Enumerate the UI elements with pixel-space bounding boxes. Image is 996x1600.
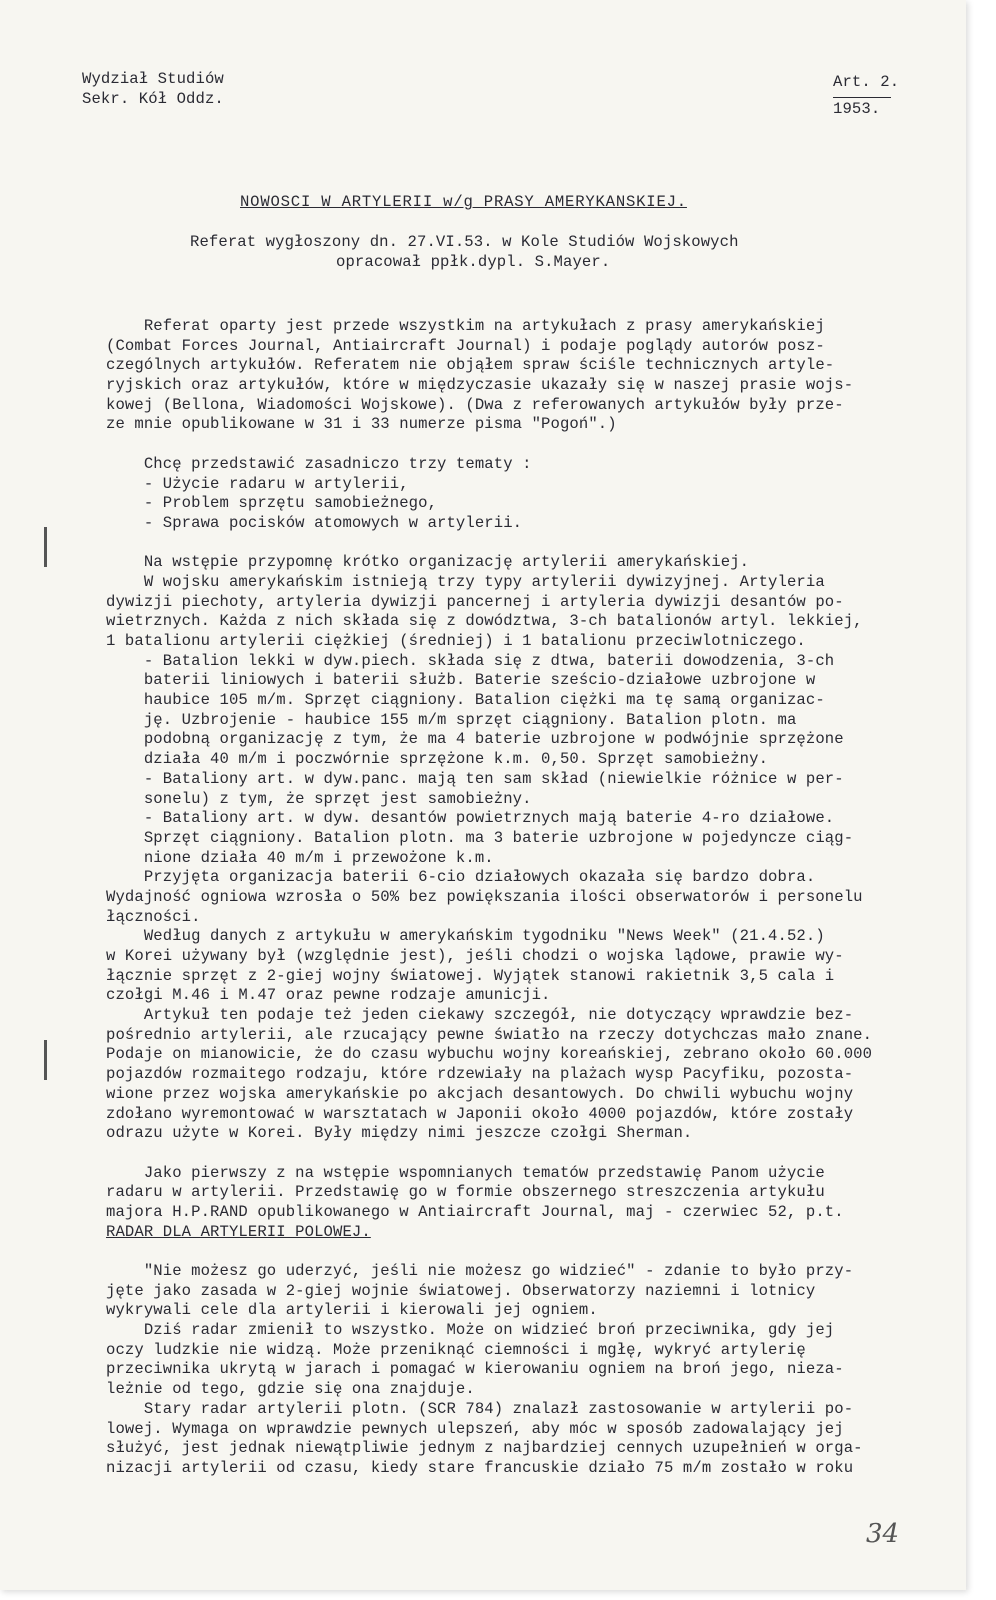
body-line: nione działa 40 m/m i przewożone k.m. bbox=[106, 848, 494, 867]
body-line: podobną organizację z tym, że ma 4 baterie uzbrojone w podwójnie sprzężone bbox=[106, 730, 844, 749]
body-line bbox=[106, 1242, 872, 1262]
body-line: majora H.P.RAND opublikowanego w Antiaircraft Journal, maj - czerwiec 52, p.t. bbox=[106, 1202, 844, 1221]
body-line: Podaje on mianowicie, że do czasu wybuchu wojny koreańskiej, zebrano około 60.000 bbox=[106, 1045, 873, 1064]
subtitle-line: Referat wygłoszony dn. 27.VI.53. w Kole Studiów Wojskowych bbox=[190, 233, 739, 251]
body-line: przeciwnika ukrytą w jarach i pomagać w kierowaniu ogniem na broń jego, nieza- bbox=[106, 1360, 844, 1379]
author-line: opracował ppłk.dypl. S.Mayer. bbox=[336, 252, 611, 271]
body-line: służyć, jest jednak niewątpliwie jednym z najbardziej cennych uzupełnień w orga- bbox=[106, 1439, 863, 1458]
body-line: - Bataliony art. w dyw.panc. mają ten sam skład (niewielkie różnice w per- bbox=[106, 769, 844, 788]
body-line: - Batalion lekki w dyw.piech. składa się z dtwa, baterii dowodzenia, 3-ch bbox=[106, 651, 835, 670]
body-line: Sprzęt ciągniony. Batalion plotn. ma 3 baterie uzbrojone w pojedyncze ciąg- bbox=[106, 828, 854, 847]
document-subtitle bbox=[190, 233, 739, 272]
document-title: NOWOSCI W ARTYLERII w/g PRASY AMERYKANSKIEJ. bbox=[240, 193, 687, 211]
body-line: radaru w artylerii. Przedstawię go w formie obszernego streszczenia artykułu bbox=[106, 1183, 825, 1202]
body-line: - Użycie radaru w artylerii, bbox=[106, 474, 409, 493]
body-line: Według danych z artykułu w amerykańskim tygodniku "News Week" (21.4.52.) bbox=[106, 927, 825, 946]
body-line: ryjskich oraz artykułów, które w międzyczasie ukazały się w naszej prasie wojs- bbox=[106, 376, 854, 395]
body-line: Dziś radar zmienił to wszystko. Może on widzieć broń przeciwnika, gdy jej bbox=[106, 1321, 835, 1340]
section-line: Sekr. Kół Oddz. bbox=[82, 89, 224, 108]
body-line: działa 40 m/m i poczwórnie sprzężone k.m. 0,50. Sprzęt samobieżny. bbox=[106, 750, 769, 769]
body-line: Stary radar artylerii plotn. (SCR 784) znalazł zastosowanie w artylerii po- bbox=[106, 1399, 854, 1418]
body-line: kowej (Bellona, Wiadomości Wojskowe). (Dwa z referowanych artykułów były prze- bbox=[106, 395, 844, 414]
body-line: łącznie sprzęt z 2-giej wojny światowej. Wyjątek stanowi rakietnik 3,5 cala i bbox=[106, 966, 835, 985]
body-line bbox=[106, 1144, 872, 1164]
body-line: Na wstępie przypomnę krótko organizację artylerii amerykańskiej. bbox=[106, 553, 750, 572]
article-number: Art. 2. bbox=[833, 73, 900, 91]
body-line: - Bataliony art. w dyw. desantów powietrznych mają baterie 4-ro działowe. bbox=[106, 809, 835, 828]
body-line: ze mnie opublikowane w 31 i 33 numerze pisma "Pogoń".) bbox=[106, 415, 617, 434]
body-line: sonelu) z tym, że sprzęt jest samobieżny. bbox=[106, 789, 532, 808]
department-line: Wydział Studiów bbox=[82, 70, 224, 88]
body-line: nizacji artylerii od czasu, kiedy stare francuskie działo 75 m/m zostało w roku bbox=[106, 1458, 854, 1477]
page-number: 34 bbox=[866, 1519, 900, 1549]
body-line bbox=[106, 435, 872, 455]
body-line: ję. Uzbrojenie - haubice 155 m/m sprzęt ciągniony. Batalion plotn. ma bbox=[106, 710, 797, 729]
body-line: Wydajność ogniowa wzrosła o 50% bez powiększania ilości obserwatorów i personelu bbox=[106, 887, 863, 906]
body-line: czołgi M.46 i M.47 oraz pewne rodzaje amunicji. bbox=[106, 986, 551, 1005]
body-line: w Korei używany był (względnie jest), jeśli chodzi o wojska lądowe, prawie wy- bbox=[106, 947, 844, 965]
body-line: wietrznych. Każda z nich składa się z dowództwa, 3-ch batalionów artyl. lekkiej, bbox=[106, 612, 863, 631]
body-line: - Problem sprzętu samobieżnego, bbox=[106, 494, 438, 513]
body-line: wykrywali cele dla artylerii i kierowali jej ogniem. bbox=[106, 1301, 598, 1320]
body-line: lowej. Wymaga on wprawdzie pewnych ulepszeń, aby móc w sposób zadowalający jej bbox=[106, 1419, 844, 1438]
body-line: "Nie możesz go uderzyć, jeśli nie możesz go widzieć" - zdanie to było przy- bbox=[106, 1262, 854, 1280]
body-line: leżnie od tego, gdzie się ona znajduje. bbox=[106, 1380, 475, 1399]
body-line: - Sprawa pocisków atomowych w artylerii. bbox=[106, 513, 523, 532]
body-line: czególnych artykułów. Referatem nie objąłem spraw ściśle technicznych artyle- bbox=[106, 356, 835, 375]
header-article bbox=[833, 73, 899, 119]
body-line: baterii liniowych i baterii służb. Baterie sześcio-działowe uzbrojone w bbox=[106, 671, 816, 690]
body-line bbox=[106, 534, 872, 554]
body-line: pojazdów rozmaitego rodzaju, które rdzewiały na plażach wysp Pacyfiku, pozosta- bbox=[106, 1065, 854, 1084]
body-line: (Combat Forces Journal, Antiaircraft Journal) i podaje poglądy autorów posz- bbox=[106, 336, 825, 355]
header-department bbox=[82, 70, 224, 109]
document-body bbox=[106, 317, 872, 1479]
body-line: Przyjęta organizacja baterii 6-cio działowych okazała się bardzo dobra. bbox=[106, 868, 816, 887]
body-line: łączności. bbox=[106, 907, 201, 926]
body-line: RADAR DLA ARTYLERII POLOWEJ. bbox=[106, 1222, 371, 1241]
body-line: pośrednio artylerii, ale rzucający pewne światło na rzeczy dotychczas mało znane. bbox=[106, 1025, 873, 1044]
body-line: Chcę przedstawić zasadniczo trzy tematy : bbox=[106, 454, 532, 473]
body-line: jęte jako zasada w 2-giej wojnie światowej. Obserwatorzy naziemni i lotnicy bbox=[106, 1281, 816, 1300]
body-line: dywizji piechoty, artyleria dywizji pancernej i artyleria dywizji desantów po- bbox=[106, 592, 844, 611]
body-line: odrazu użyte w Korei. Były między nimi jeszcze czołgi Sherman. bbox=[106, 1124, 693, 1143]
body-line: Artykuł ten podaje też jeden ciekawy szczegół, nie dotyczący wprawdzie bez- bbox=[106, 1006, 854, 1025]
body-line: zdołano wyremontować w warsztatach w Japonii około 4000 pojazdów, które zostały bbox=[106, 1104, 854, 1123]
body-line: haubice 105 m/m. Sprzęt ciągniony. Batalion ciężki ma tę samą organizac- bbox=[106, 691, 825, 710]
body-line: oczy ludzkie nie widzą. Może przeniknąć ciemności i mgłę, wykryć artylerię bbox=[106, 1340, 806, 1359]
body-line: 1 batalionu artylerii ciężkiej (średniej) i 1 batalionu przeciwlotniczego. bbox=[106, 632, 806, 650]
article-year: 1953. bbox=[833, 97, 891, 120]
body-line: wione przez wojska amerykańskie po akcjach desantowych. Do chwili wybuchu wojny bbox=[106, 1084, 854, 1103]
body-line: Referat oparty jest przede wszystkim na artykułach z prasy amerykańskiej bbox=[106, 317, 825, 335]
body-line: Jako pierwszy z na wstępie wspomnianych tematów przedstawię Panom użycie bbox=[106, 1163, 825, 1182]
body-line: W wojsku amerykańskim istnieją trzy typy artylerii dywizyjnej. Artyleria bbox=[106, 572, 825, 591]
punch-hole-mark bbox=[44, 527, 47, 567]
punch-hole-mark bbox=[44, 1040, 47, 1080]
